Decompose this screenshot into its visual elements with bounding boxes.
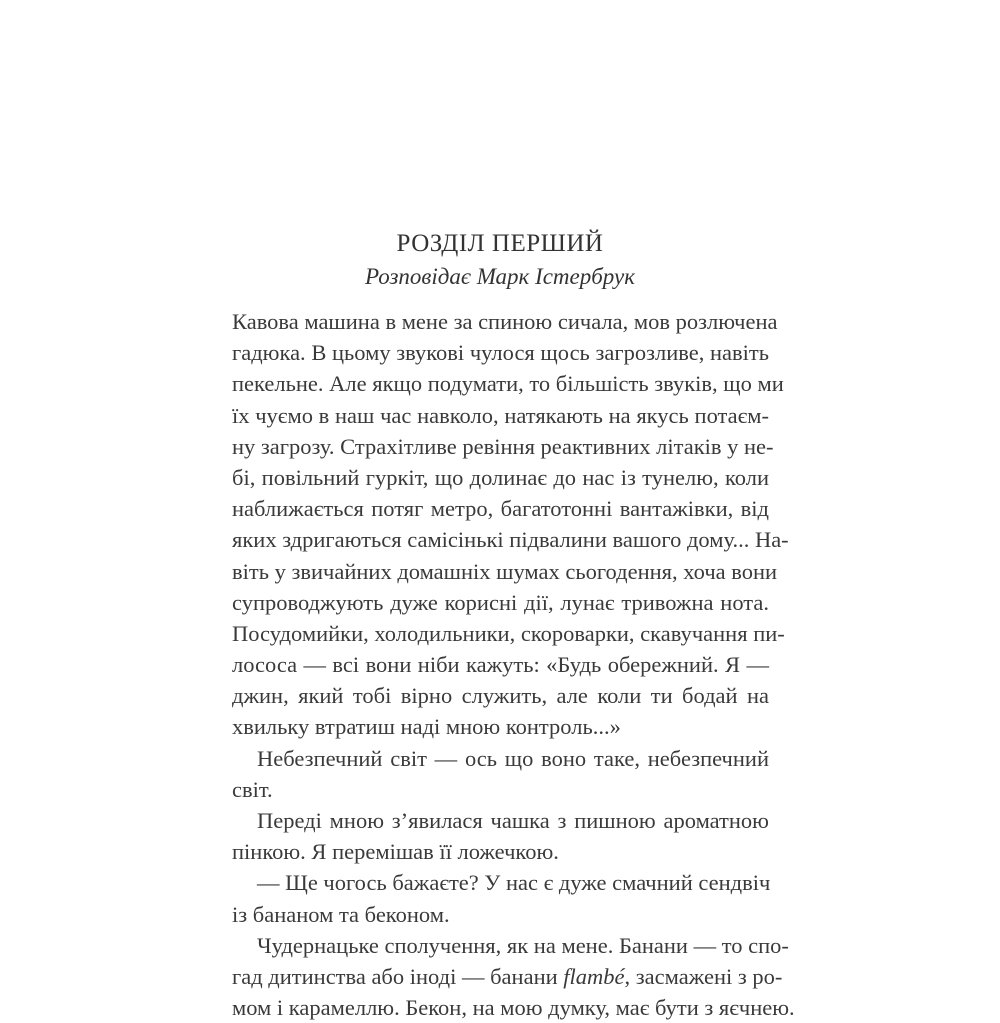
text-line: пінкою. Я перемішав її ложечкою. (232, 839, 559, 865)
text-line: світ. (232, 776, 273, 802)
text-line: їх чуємо в наш час навколо, натякають на якусь потаєм- (232, 402, 769, 428)
text-line: віть у звичайних домашніх шумах сьогодення, хоча вони (232, 558, 778, 584)
text-line: лососа — всі вони ніби кажуть: «Будь обережний. Я — (232, 652, 769, 678)
text-line: Переді мною з’явилася чашка з пишною ароматною (257, 808, 769, 833)
text-line: ну загрозу. Страхітливе ревіння реактивних літаків у не- (232, 433, 774, 459)
text-line: наближається потяг метро, багатотонні вантажівки, від (232, 496, 769, 522)
text-line: мом і карамеллю. Бекон, на мою думку, має бути з яєчнею. (232, 995, 795, 1021)
text-segment: , засмажені з ро- (624, 963, 783, 989)
text-line: Кавова машина в мене за спиною сичала, мов розлючена (232, 309, 778, 334)
italic-word: flambé (563, 963, 625, 989)
text-line: із бананом та беконом. (232, 901, 450, 927)
text-line: Небезпечний світ — ось що воно таке, небезпечний (257, 745, 769, 771)
text-line: — Ще чогось бажаєте? У нас є дуже смачний сендвіч (257, 870, 771, 896)
text-line: яких здригаються самісінькі підвалини вашого дому... На- (232, 527, 789, 553)
text-line: Чудернацьке сполучення, як на мене. Банани — то спо- (257, 932, 789, 958)
text-line: бі, повільний гуркіт, що долинає до нас із тунелю, коли (232, 464, 769, 490)
text-line-mixed (232, 961, 783, 992)
chapter-title: РОЗДІЛ ПЕРШИЙ (396, 230, 604, 257)
text-line: гадюка. В цьому звукові чулося щось загрозливе, навіть (232, 340, 769, 366)
text-line: Посудомийки, холодильники, скороварки, скавучання пи- (232, 620, 785, 646)
text-line: хвильку втратиш наді мною контроль...» (232, 714, 621, 740)
text-line: джин, який тобі вірно служить, але коли ти бодай на (232, 683, 769, 709)
text-line: пекельне. Але якщо подумати, то більшість звуків, що ми (232, 371, 784, 397)
text-segment: гад дитинства або іноді — банани (232, 963, 564, 989)
chapter-subtitle: Розповідає Марк Істербрук (365, 264, 635, 289)
chapter-body (232, 306, 795, 1023)
text-line: супроводжують дуже корисні дії, лунає тривожна нота. (232, 589, 769, 615)
